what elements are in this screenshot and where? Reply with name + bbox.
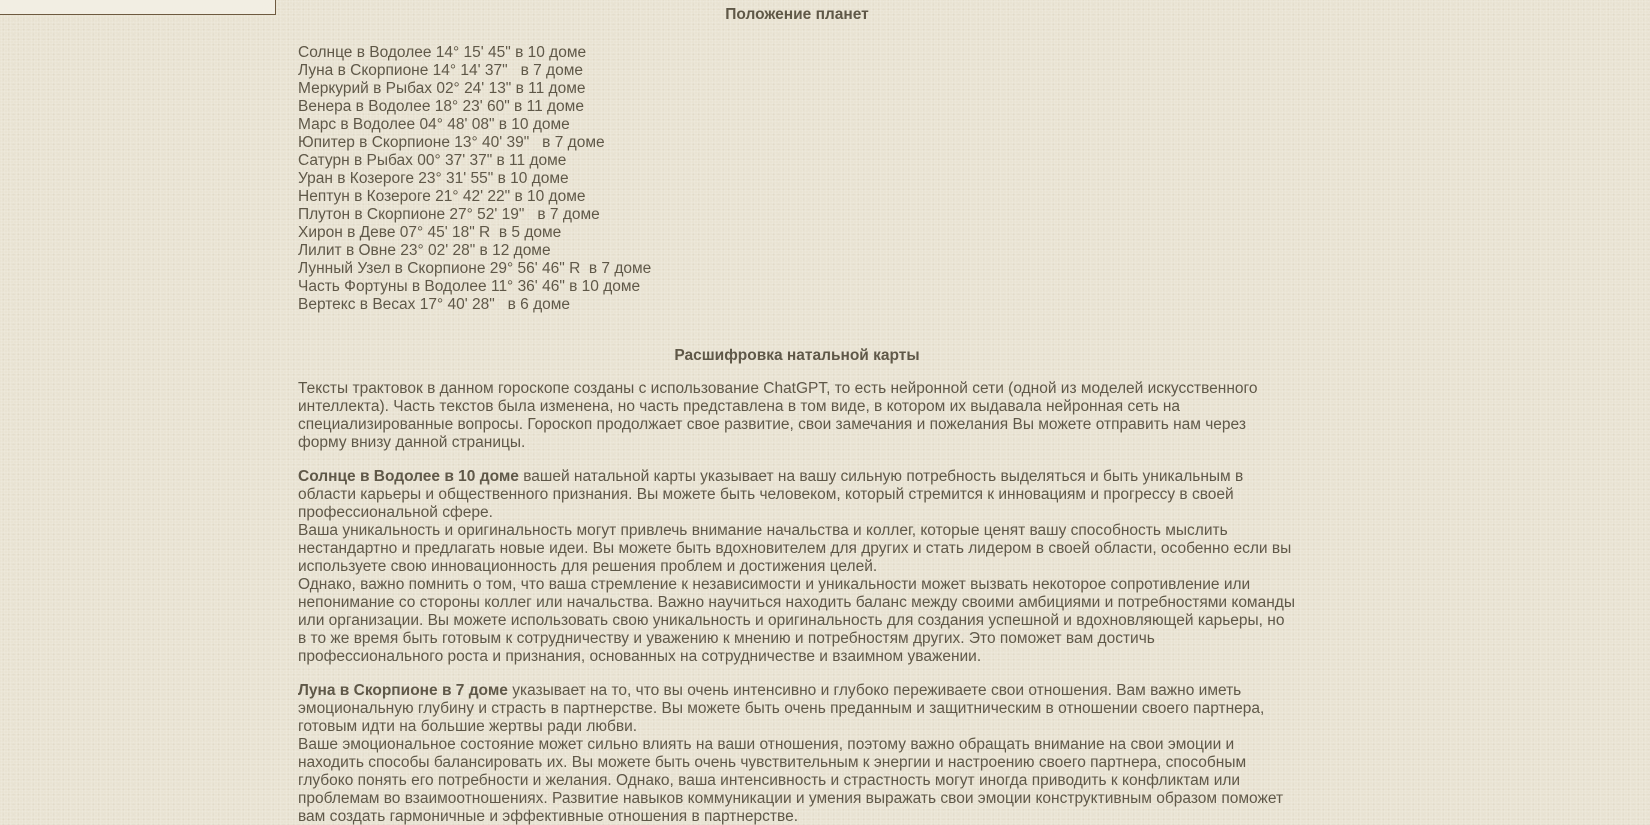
planet-position: Вертекс в Весах 17° 40' 28" в 6 доме xyxy=(298,296,571,313)
planet-position: Солнце в Водолее 14° 15' 45" в 10 доме xyxy=(298,44,587,61)
planet-positions-list xyxy=(298,44,1296,314)
interpretation-lead xyxy=(298,682,1296,736)
planet-position: Луна в Скорпионе 14° 14' 37" в 7 доме xyxy=(298,62,583,79)
planet-position: Лилит в Овне 23° 02' 28" в 12 доме xyxy=(298,242,551,259)
planets-section-title: Положение планет xyxy=(725,6,869,23)
planet-position: Хирон в Деве 07° 45' 18" R в 5 доме xyxy=(298,224,562,241)
interpretation-moon xyxy=(298,682,1296,825)
intro-paragraph: Тексты трактовок в данном гороскопе созданы с использование ChatGPT, то есть нейронной сети (одной из моделей искусственного интеллекта). Часть текстов была изменена, но часть представлена в том виде, в котором их выдавала нейронная сеть на специализированные вопросы. Гороскоп продолжает свое развитие, свои замечания и пожелания Вы можете отправить нам через форму внизу данной страницы. xyxy=(298,380,1258,451)
planet-position: Нептун в Козероге 21° 42' 22" в 10 доме xyxy=(298,188,586,205)
planet-position: Часть Фортуны в Водолее 11° 36' 46" в 10 доме xyxy=(298,278,641,295)
planet-position: Лунный Узел в Скорпионе 29° 56' 46" R в 7 доме xyxy=(298,260,652,277)
interpretation-lead xyxy=(298,468,1296,522)
interpretation-heading: Солнце в Водолее в 10 доме xyxy=(298,468,519,485)
interpretation-paragraph: Ваше эмоциональное состояние может сильно влиять на ваши отношения, поэтому важно обращать внимание на свои эмоции и находить способы балансировать их. Вы можете быть очень чувствительным к энергии и настроению своего партнера, способным глубоко понять его потребности и желания. Однако, ваша интенсивность и страстность могут иногда приводить к конфликтам или проблемам во взаимоотношениях. Развитие навыков коммуникации и умения выражать свои эмоции конструктивным образом поможет вам создать гармоничные и эффективные отношения в партнерстве. xyxy=(298,736,1284,825)
interpretation-paragraph: Однако, важно помнить о том, что ваша стремление к независимости и уникальности может вызвать некоторое сопротивление или непонимание со стороны коллег или начальства. Важно научиться находить баланс между своими амбициями и потребностями команды или организации. Вы можете использовать свою уникальность и оригинальность для создания успешной и вдохновляющей карьеры, но в то же время быть готовым к сотрудничеству и уважению к мнению и потребностям других. Это поможет вам достичь профессионального роста и признания, основанных на сотрудничестве и взаимном уважении. xyxy=(298,576,1295,665)
planet-position: Юпитер в Скорпионе 13° 40' 39" в 7 доме xyxy=(298,134,605,151)
horoscope-content xyxy=(298,0,1296,825)
sidebar-panel-edge xyxy=(0,0,276,15)
interpretation-paragraph: Ваша уникальность и оригинальность могут привлечь внимание начальства и коллег, которые ценят вашу способность мыслить нестандартно и предлагать новые идеи. Вы можете быть вдохновителем для других и стать лидером в своей области, особенно если вы используете свою инновационность для решения проблем и достижения целей. xyxy=(298,522,1292,575)
interpretation-heading: Луна в Скорпионе в 7 доме xyxy=(298,682,508,699)
planet-position: Меркурий в Рыбах 02° 24' 13" в 11 доме xyxy=(298,80,586,97)
planet-position: Венера в Водолее 18° 23' 60" в 11 доме xyxy=(298,98,584,115)
decode-section-title: Расшифровка натальной карты xyxy=(674,347,920,364)
planet-position: Плутон в Скорпионе 27° 52' 19" в 7 доме xyxy=(298,206,600,223)
planet-position: Уран в Козероге 23° 31' 55" в 10 доме xyxy=(298,170,569,187)
planet-position: Сатурн в Рыбах 00° 37' 37" в 11 доме xyxy=(298,152,567,169)
planet-position: Марс в Водолее 04° 48' 08" в 10 доме xyxy=(298,116,570,133)
interpretation-lead-text: вашей натальной карты указывает на вашу сильную потребность выделяться и быть уникальным в области карьеры и общественного признания. Вы можете быть человеком, который стремится к инновациям и прогрессу в своей профессиональной сфере. xyxy=(298,468,1244,521)
interpretation-lead-text: указывает на то, что вы очень интенсивно и глубоко переживаете свои отношения. Вам важно иметь эмоциональную глубину и страсть в партнерстве. Вы можете быть очень преданным и защитническим в отношении своего партнера, готовым идти на большие жертвы ради любви. xyxy=(298,682,1265,735)
interpretation-sun xyxy=(298,468,1296,666)
